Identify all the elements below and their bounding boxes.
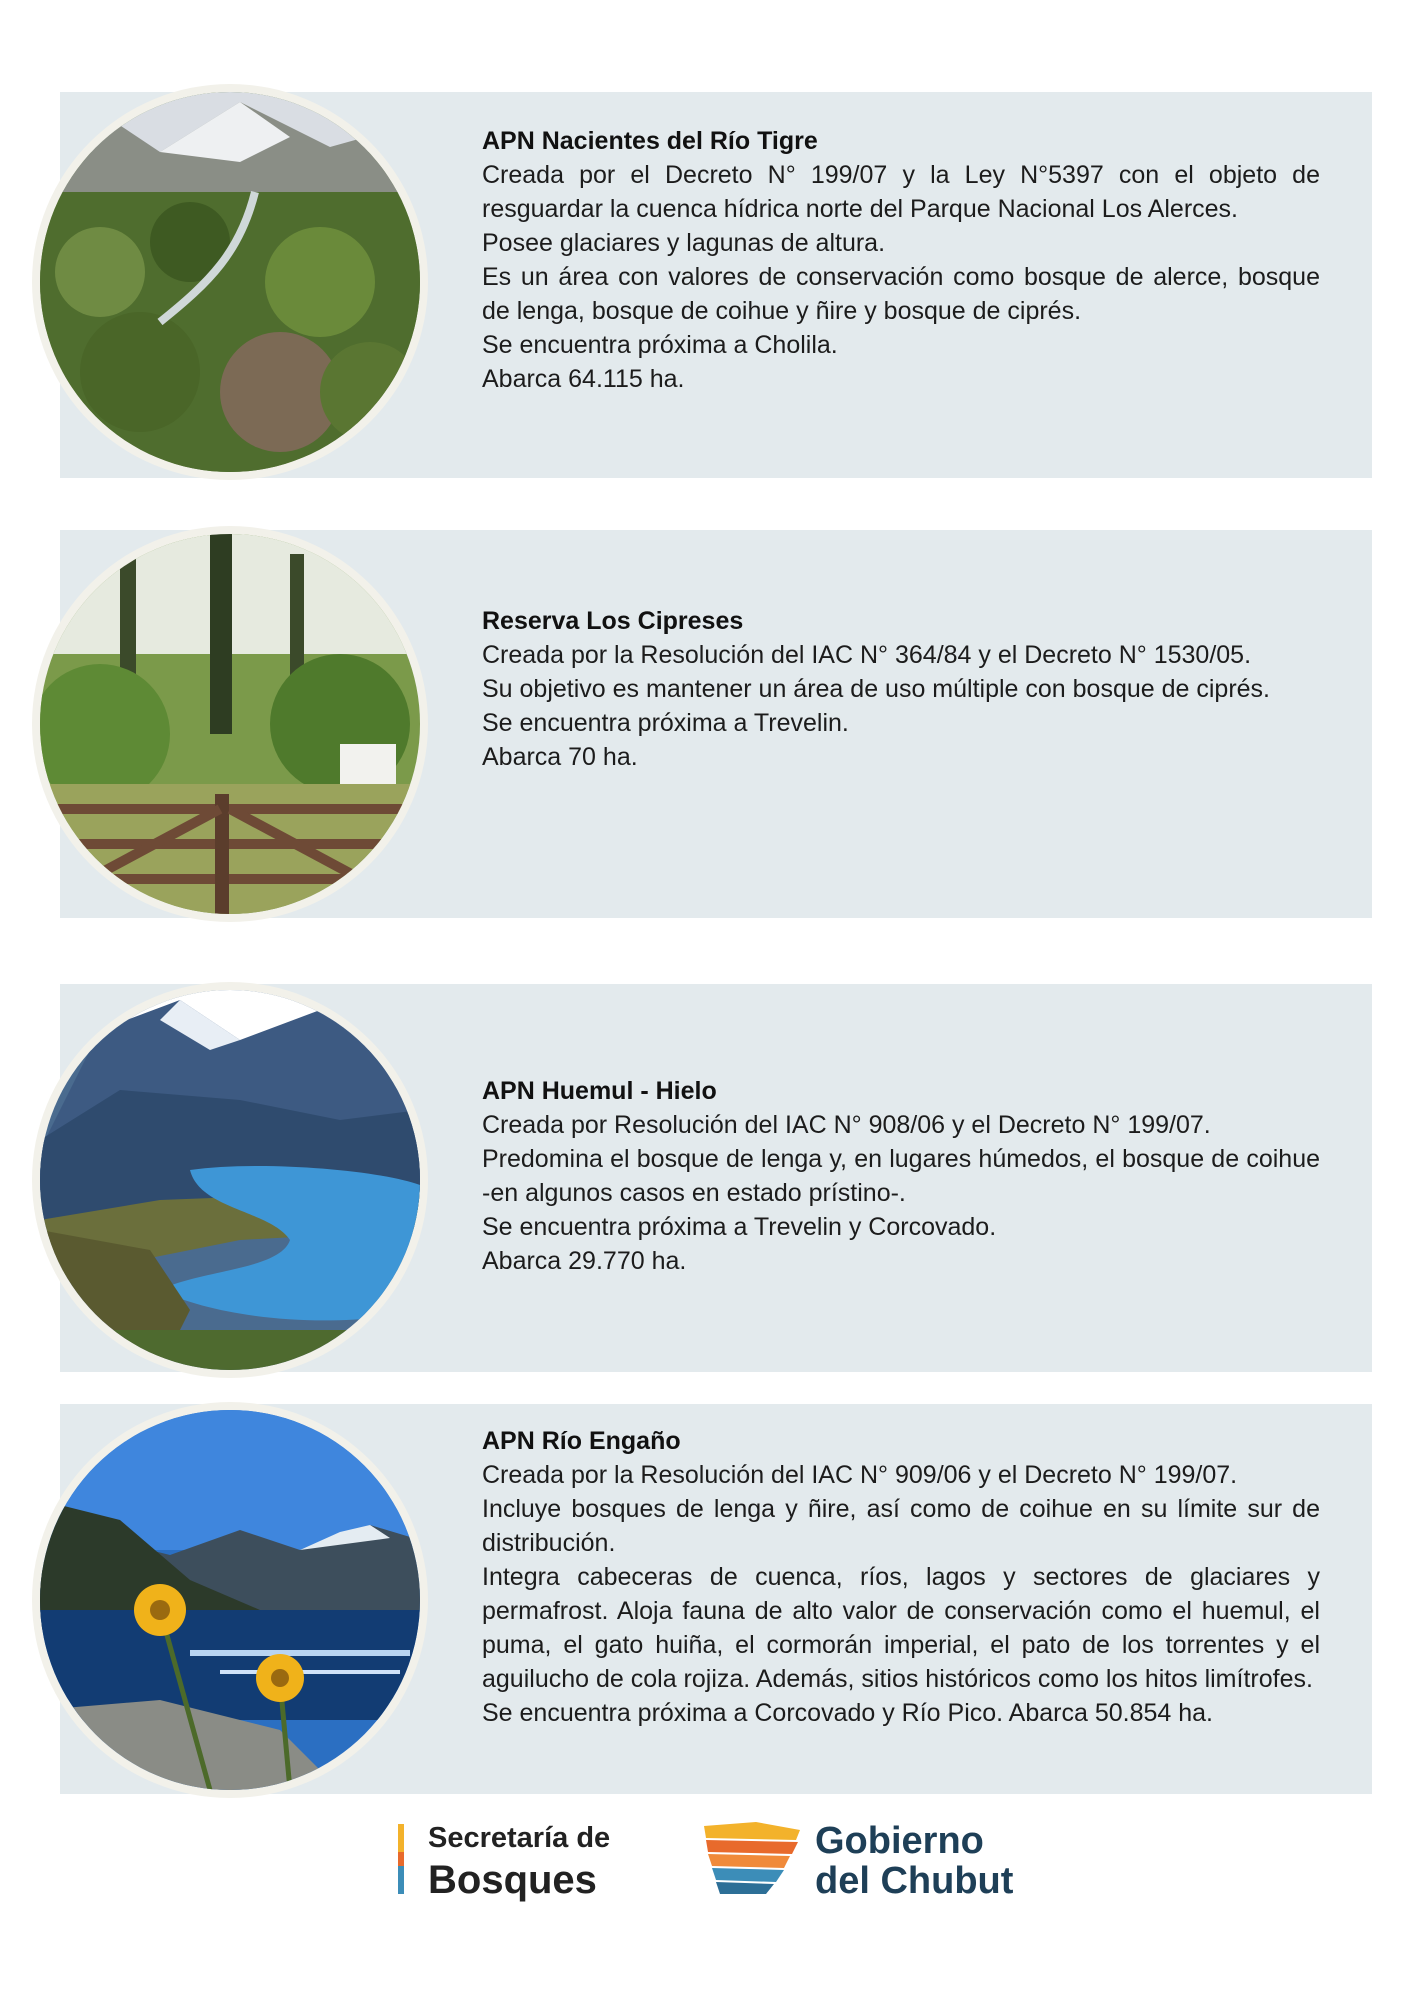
area-paragraph: Incluye bosques de lenga y ñire, así como de coihue en su límite sur de distribución. [482, 1495, 1320, 1557]
area-paragraph: Su objetivo es mantener un área de uso múltiple con bosque de ciprés. [482, 675, 1270, 703]
area-paragraph: Integra cabeceras de cuenca, ríos, lagos y sectores de glaciares y permafrost. Aloja fauna de alto valor de conservación como el huemul, el puma, el gato huiña, el cormorán imperial, el pato de los torrentes y el aguilucho de cola rojiza. Además, sitios históricos como los hitos limítrofes. [482, 1563, 1320, 1693]
area-paragraph: Posee glaciares y lagunas de altura. [482, 229, 886, 257]
area-paragraph: Se encuentra próxima a Trevelin. [482, 709, 849, 737]
forest-valley-photo [40, 92, 420, 472]
area-paragraph: Predomina el bosque de lenga y, en lugares húmedos, el bosque de coihue -en algunos casos en estado prístino-. [482, 1145, 1320, 1207]
area-text-nacientes-rio-tigre [482, 124, 1320, 396]
chubut-map-logo-icon [700, 1820, 804, 1896]
area-title: APN Nacientes del Río Tigre [482, 127, 818, 155]
area-title: APN Huemul - Hielo [482, 1077, 717, 1105]
area-paragraph: Creada por la Resolución del IAC N° 364/84 y el Decreto N° 1530/05. [482, 641, 1252, 669]
area-text-los-cipreses [482, 604, 1320, 774]
area-paragraph: Abarca 70 ha. [482, 743, 638, 771]
area-paragraph: Es un área con valores de conservación como bosque de alerce, bosque de lenga, bosque de coihue y ñire y bosque de ciprés. [482, 263, 1320, 325]
area-paragraph: Creada por la Resolución del IAC N° 909/06 y el Decreto N° 199/07. [482, 1461, 1238, 1489]
area-paragraph: Se encuentra próxima a Cholila. [482, 331, 838, 359]
secretaria-name-line2: Bosques [428, 1858, 597, 1902]
secretaria-logo-bar [398, 1824, 404, 1894]
area-paragraph: Abarca 29.770 ha. [482, 1247, 687, 1275]
area-paragraph: Abarca 64.115 ha. [482, 365, 685, 393]
gobierno-name-line1: Gobierno [815, 1820, 984, 1862]
footer-logos [0, 1820, 1414, 1920]
area-title: APN Río Engaño [482, 1427, 681, 1455]
area-paragraph: Se encuentra próxima a Trevelin y Corcovado. [482, 1213, 997, 1241]
area-paragraph: Creada por el Decreto N° 199/07 y la Ley N°5397 con el objeto de resguardar la cuenca hídrica norte del Parque Nacional Los Alerces. [482, 161, 1320, 223]
area-paragraph: Creada por Resolución del IAC N° 908/06 y el Decreto N° 199/07. [482, 1111, 1211, 1139]
reserve-gate-photo [40, 534, 420, 914]
area-text-huemul-hielo [482, 1074, 1320, 1278]
gobierno-name-line2: del Chubut [815, 1860, 1014, 1902]
lake-flowers-photo [40, 1410, 420, 1790]
secretaria-name-line1: Secretaría de [428, 1822, 611, 1854]
mountain-lake-photo [40, 990, 420, 1370]
area-paragraph: Se encuentra próxima a Corcovado y Río Pico. Abarca 50.854 ha. [482, 1699, 1213, 1727]
area-title: Reserva Los Cipreses [482, 607, 744, 635]
area-text-rio-engano [482, 1424, 1320, 1730]
